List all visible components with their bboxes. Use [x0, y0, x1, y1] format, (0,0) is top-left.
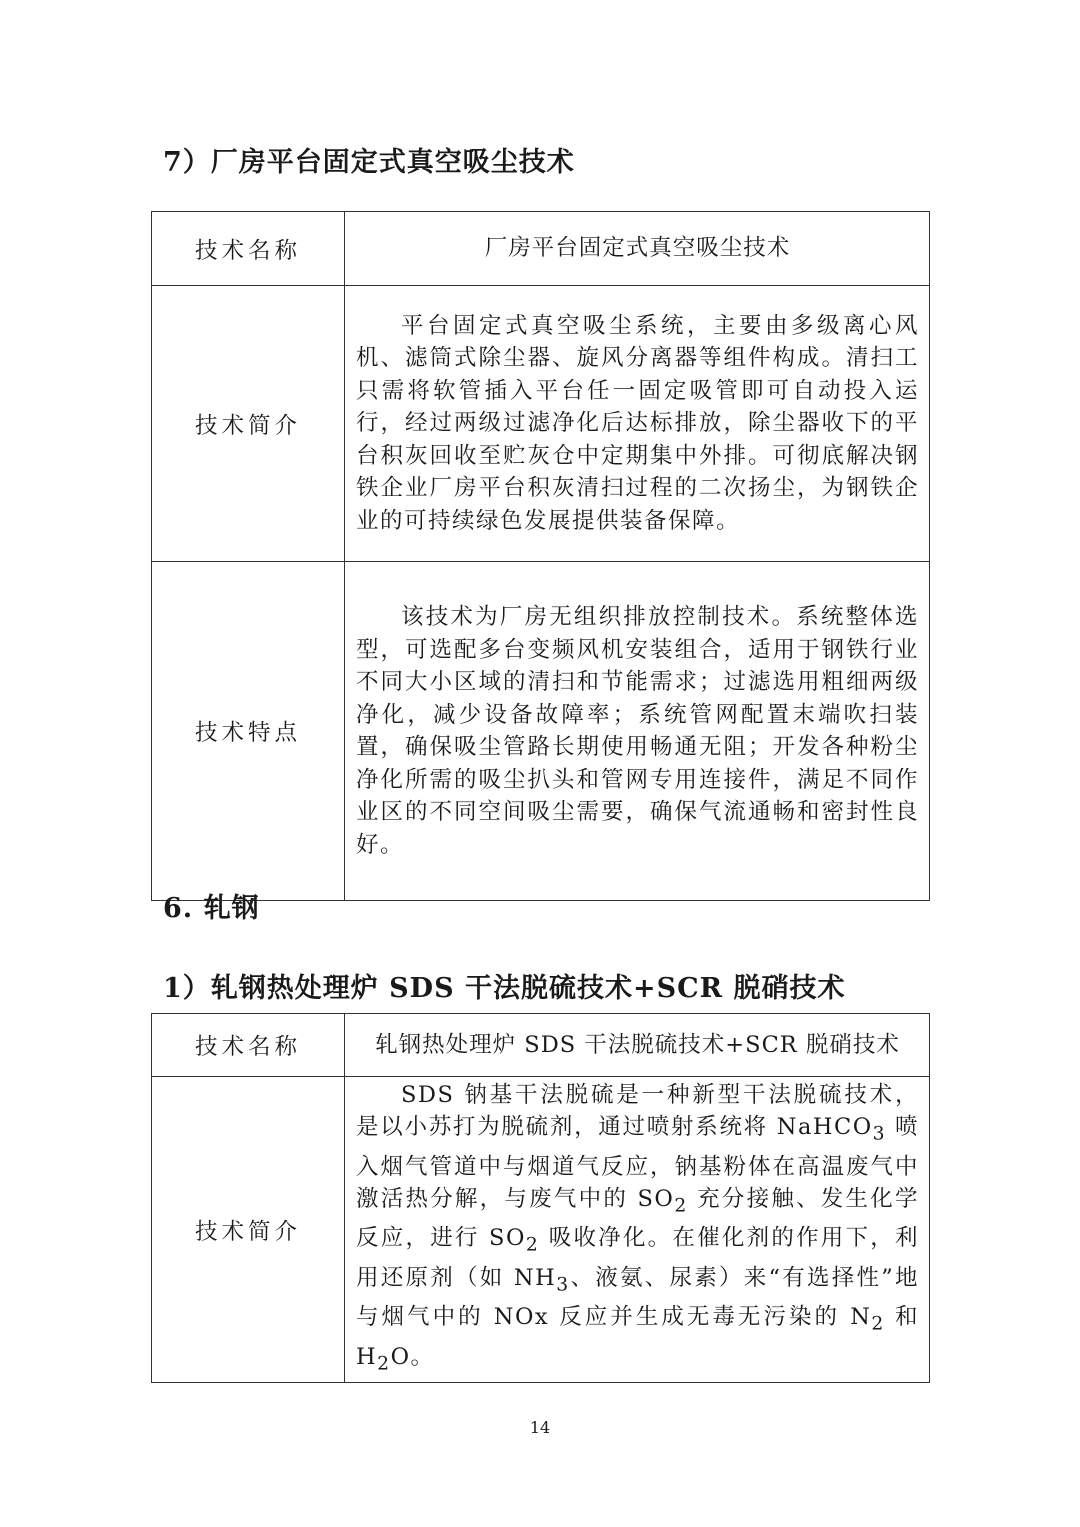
table-row: [152, 1014, 930, 1077]
table-row: [152, 1077, 930, 1383]
row-value-tech-intro: 平台固定式真空吸尘系统，主要由多级离心风机、滤筒式除尘器、旋风分离器等组件构成。清扫工只需将软管插入平台任一固定吸管即可自动投入运行，经过两级过滤净化后达标排放，除尘器收下的平台积灰回收至贮灰仓中定期集中外排。可彻底解决钢铁企业厂房平台积灰清扫过程的二次扬尘，为钢铁企业的可持续绿色发展提供装备保障。: [345, 286, 930, 562]
table-row: [152, 212, 930, 286]
table-row: [152, 562, 930, 901]
section-heading-sds-scr: 1）轧钢热处理炉 SDS 干法脱硫技术+SCR 脱硝技术: [163, 973, 846, 1004]
intro-text: 吸收净化。在催化剂的作用下，利用还原剂（如 NH: [356, 1225, 920, 1291]
intro-text: SDS 钠基干法脱硫是一种新型干法脱硫技术，是以小苏打为脱硫剂，通过喷射系统将 NaHCO: [356, 1082, 919, 1140]
intro-text: 、液氨、尿素）来“有选择性”地与烟气中的 NOx 反应并生成无毒无污染的 N: [356, 1264, 919, 1330]
intro-text: 充分接触、发生化学反应，进行 SO: [356, 1185, 919, 1251]
page-number: 14: [529, 1418, 551, 1437]
intro-text: 喷入烟气管道中与烟道气反应，钠基粉体在高温废气中激活热分解，与废气中的 SO: [356, 1114, 919, 1212]
intro-text: 和 H: [356, 1304, 920, 1370]
row-label-tech-intro: 技术简介: [152, 286, 345, 562]
subscript-3: 3: [872, 1123, 887, 1145]
subscript-2: 2: [674, 1195, 688, 1216]
row-label-tech-features: 技术特点: [152, 562, 345, 901]
row-value-tech-name: 厂房平台固定式真空吸尘技术: [345, 212, 930, 286]
row-label-tech-name: 技术名称: [152, 212, 345, 286]
section-heading-vacuum-dust: 7）厂房平台固定式真空吸尘技术: [163, 147, 575, 178]
subscript-3: 3: [556, 1274, 570, 1295]
subscript-2: 2: [525, 1234, 540, 1256]
row-value-tech-features: 该技术为厂房无组织排放控制技术。系统整体选型，可选配多台变频风机安装组合，适用于钢铁行业不同大小区域的清扫和节能需求；过滤选用粗细两级净化，减少设备故障率；系统管网配置末端吹扫装置，确保吸尘管路长期使用畅通无阻；开发各种粉尘净化所需的吸尘扒头和管网专用连接件，满足不同作业区的不同空间吸尘需要，确保气流通畅和密封性良好。: [345, 562, 930, 901]
row-value-tech-intro: [345, 1077, 930, 1383]
row-label-tech-name: 技术名称: [152, 1014, 345, 1077]
tech-table-sds-scr: [151, 1013, 930, 1383]
section-heading-steel-rolling: 6. 轧钢: [163, 893, 260, 924]
intro-text: O。: [390, 1343, 435, 1370]
table-row: [152, 286, 930, 562]
row-label-tech-intro: 技术简介: [152, 1077, 345, 1383]
subscript-2: 2: [871, 1313, 885, 1335]
row-value-tech-name: 轧钢热处理炉 SDS 干法脱硫技术+SCR 脱硝技术: [345, 1014, 930, 1077]
tech-table-vacuum-dust: [151, 211, 930, 901]
subscript-2: 2: [377, 1353, 391, 1374]
